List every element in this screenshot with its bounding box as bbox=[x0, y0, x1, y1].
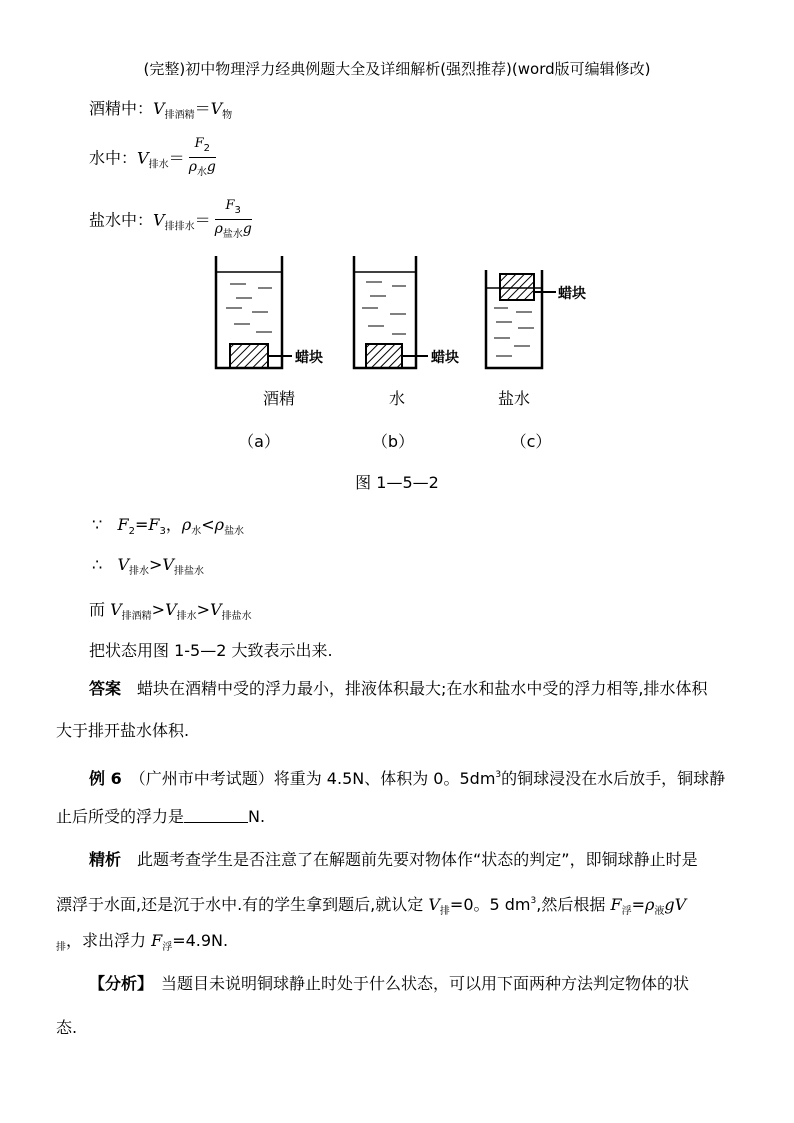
analysis-text-2d: = bbox=[631, 895, 645, 914]
eq2-den-rho: ρ bbox=[188, 159, 197, 175]
state-sentence: 把状态用图 1-5—2 大致表示出来. bbox=[89, 641, 333, 660]
analysis-text-2c: ,然后根据 bbox=[536, 895, 611, 914]
l1-s3: 3 bbox=[159, 526, 166, 537]
analysis-rho: ρ bbox=[644, 895, 655, 914]
therefore-symbol: ∴ bbox=[92, 555, 103, 574]
page-header: (完整)初中物理浮力经典例题大全及详细解析(强烈推荐)(word版可编辑修改) bbox=[143, 60, 651, 78]
l3-s3: 排盐水 bbox=[221, 611, 252, 622]
l1-sw: 盐水 bbox=[224, 526, 245, 537]
liquid-label-saltwater: 盐水 bbox=[497, 389, 530, 408]
l3-s1: 排酒精 bbox=[121, 611, 152, 622]
analysis-gv: gV bbox=[664, 895, 687, 914]
wax-block-c bbox=[500, 274, 534, 300]
liquid-label-water: 水 bbox=[388, 389, 405, 408]
l1-f2: F bbox=[117, 515, 129, 534]
eq2-den-g: g bbox=[206, 159, 216, 175]
eq3-num-f: F bbox=[225, 198, 235, 213]
analysis-sub-pai: 排 bbox=[439, 906, 450, 917]
liquid-label-alcohol: 酒精 bbox=[262, 389, 295, 408]
example6-text-2b: N. bbox=[248, 807, 266, 826]
l3-v3: V bbox=[210, 600, 222, 619]
eq1-sub: 排酒精 bbox=[164, 110, 195, 121]
l2-v2: V bbox=[162, 555, 174, 574]
eq3-den-g: g bbox=[242, 221, 252, 237]
l3-v: V bbox=[110, 600, 122, 619]
l1-w: 水 bbox=[191, 526, 202, 537]
analysis-text-3b: ，求出浮力 bbox=[66, 931, 152, 950]
l2-gt: > bbox=[149, 555, 163, 574]
example6-line-2 bbox=[56, 800, 265, 834]
l3-pre: 而 bbox=[89, 600, 111, 619]
equation-saltwater bbox=[89, 198, 252, 244]
example6-text-1a: （广州市中考试题）将重为 4.5N、体积为 0。5dm bbox=[121, 769, 496, 788]
analysis-sub-ye: 液 bbox=[654, 906, 665, 917]
answer-label: 答案 bbox=[89, 679, 122, 698]
example6-line-1 bbox=[89, 758, 725, 796]
l1-comma: ， bbox=[165, 515, 182, 534]
analysis-f: F bbox=[610, 895, 622, 914]
analysis-line-2 bbox=[56, 884, 686, 929]
because-symbol: ∵ bbox=[92, 515, 103, 534]
eq3-den-rho: ρ bbox=[214, 221, 223, 237]
letter-b: （b） bbox=[371, 432, 415, 451]
analysis-line-3 bbox=[56, 924, 228, 965]
eq2-num-f: F bbox=[194, 136, 204, 151]
analysis-text-3a: 排 bbox=[56, 942, 66, 953]
answer-line-2: 大于排开盐水体积. bbox=[56, 721, 190, 740]
figure-caption: 图 1—5—2 bbox=[355, 473, 439, 492]
l1-lt: < bbox=[201, 515, 215, 534]
l2-s2: 排盐水 bbox=[173, 566, 204, 577]
analysis-text-2a: 漂浮于水面,还是沉于水中.有的学生拿到题后,就认定 bbox=[56, 895, 429, 914]
therefore-line bbox=[92, 555, 204, 577]
eq3-fraction bbox=[215, 198, 252, 244]
l3-gt2: > bbox=[196, 600, 211, 619]
eq2-num-sub: 2 bbox=[203, 143, 210, 154]
eq2-v: V bbox=[137, 148, 149, 168]
l1-s2: 2 bbox=[128, 526, 135, 537]
eq3-sub: 排排水 bbox=[164, 221, 195, 233]
beaker-saltwater bbox=[486, 270, 556, 368]
analysis-sub-fu2: 浮 bbox=[162, 942, 173, 953]
l3-v2: V bbox=[165, 600, 177, 619]
eq2-equals: ＝ bbox=[168, 148, 185, 168]
wax-label-c: 蜡块 bbox=[558, 286, 586, 302]
l2-s1: 排水 bbox=[129, 566, 150, 577]
analysis-line-1 bbox=[89, 843, 698, 877]
analysis-v: V bbox=[428, 895, 440, 914]
analysis-text-2b: =0。5 dm bbox=[449, 895, 531, 914]
example6-text-1b: 的铜球浸没在水后放手，铜球静 bbox=[501, 769, 726, 788]
fenxi-line-2: 态. bbox=[56, 1018, 78, 1037]
fenxi-line-1 bbox=[89, 967, 689, 1001]
fenxi-text-1: 当题目未说明铜球静止时处于什么状态，可以用下面两种方法判定物体的状 bbox=[145, 974, 690, 993]
answer-text-1: 蜡块在酒精中受的浮力最小，排液体积最大;在水和盐水中受的浮力相等,排水体积 bbox=[121, 679, 708, 698]
eq3-equals: ＝ bbox=[194, 210, 211, 230]
wax-block-b bbox=[366, 344, 402, 368]
l1-eq: = bbox=[134, 515, 149, 534]
fenxi-label: 【分析】 bbox=[89, 974, 146, 993]
analysis-text-1: 此题考查学生是否注意了在解题前先要对物体作“状态的判定”，即铜球静止时是 bbox=[121, 850, 698, 869]
l3-gt1: > bbox=[151, 600, 166, 619]
eq1-v: V bbox=[153, 99, 165, 118]
equation-alcohol bbox=[89, 96, 232, 121]
beaker-alcohol bbox=[216, 256, 292, 368]
l2-v: V bbox=[117, 555, 130, 574]
answer-line-1 bbox=[89, 672, 708, 706]
analysis-f2: F bbox=[151, 931, 163, 950]
analysis-text-3c: =4.9N. bbox=[172, 931, 229, 950]
eq2-sub: 排水 bbox=[148, 159, 169, 171]
eq1-v2: V bbox=[210, 99, 223, 118]
wax-label-b: 蜡块 bbox=[431, 350, 459, 366]
analysis-sup: 3 bbox=[530, 896, 537, 906]
example6-sup: 3 bbox=[495, 770, 502, 780]
equation-water bbox=[89, 136, 216, 182]
eq2-fraction bbox=[189, 136, 216, 182]
l1-f3: F bbox=[148, 515, 160, 534]
example6-label: 例 6 bbox=[89, 769, 122, 788]
analysis-sub-fu: 浮 bbox=[621, 906, 632, 917]
letter-c: （c） bbox=[510, 432, 552, 451]
letter-a: （a） bbox=[238, 432, 280, 451]
eq3-v: V bbox=[153, 210, 165, 230]
beaker-figure bbox=[200, 250, 620, 380]
beaker-water bbox=[354, 256, 428, 368]
answer-blank[interactable] bbox=[184, 808, 248, 823]
eq2-den-sub: 水 bbox=[196, 167, 207, 178]
eq3-prefix: 盐水中： bbox=[89, 210, 154, 230]
comparison-line bbox=[89, 597, 252, 622]
eq2-prefix: 水中： bbox=[89, 148, 138, 168]
because-line bbox=[92, 512, 244, 537]
l1-rho1: ρ bbox=[181, 515, 192, 534]
l3-s2: 排水 bbox=[176, 611, 197, 622]
example6-text-2a: 止后所受的浮力是 bbox=[56, 807, 185, 826]
l1-rho2: ρ bbox=[214, 515, 225, 534]
eq3-den-sub: 盐水 bbox=[222, 229, 243, 240]
wax-label-a: 蜡块 bbox=[295, 350, 323, 366]
eq1-equals: ＝ bbox=[194, 99, 211, 118]
eq1-prefix: 酒精中： bbox=[89, 99, 154, 118]
eq3-num-sub: 3 bbox=[234, 205, 241, 216]
analysis-label: 精析 bbox=[89, 850, 122, 869]
eq1-sub2: 物 bbox=[222, 110, 233, 121]
wax-block-a bbox=[230, 344, 268, 368]
